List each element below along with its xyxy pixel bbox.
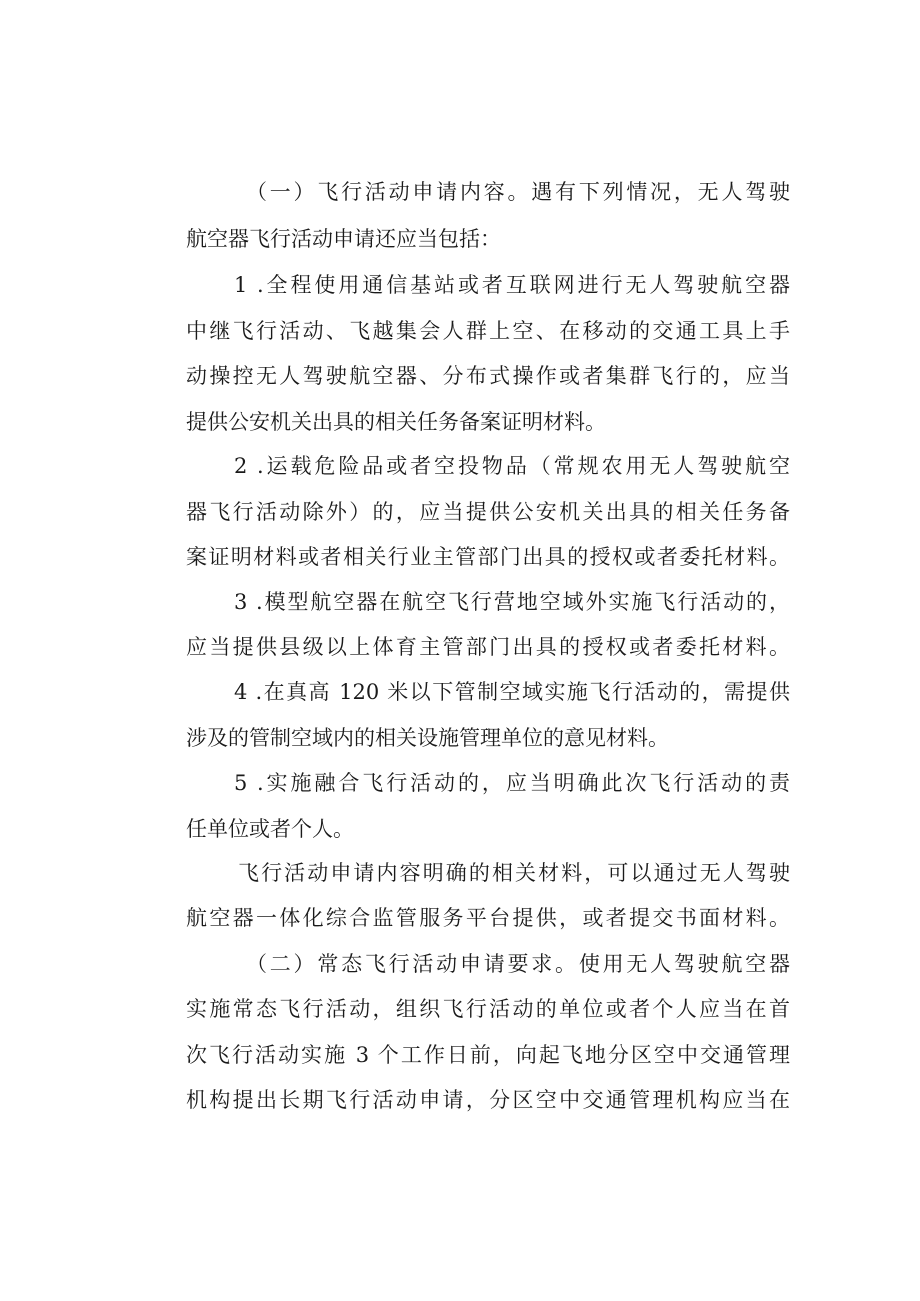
paragraph-line: 任单位或者个人。 — [186, 817, 354, 841]
paragraph-line: 航空器飞行活动申请还应当包括： — [186, 227, 501, 251]
list-item-1-line: 1 .全程使用通信基站或者互联网进行无人驾驶航空器 — [234, 273, 790, 297]
list-item-2-line: 2 .运载危险品或者空投物品（常规农用无人驾驶航空 — [234, 454, 790, 478]
paragraph-line: 案证明材料或者相关行业主管部门出具的授权或者委托材料。 — [186, 545, 790, 569]
paragraph-line: 次飞行活动实施 3 个工作日前，向起飞地分区空中交通管理 — [186, 1043, 790, 1067]
paragraph-line: 应当提供县级以上体育主管部门出具的授权或者委托材料。 — [186, 635, 790, 659]
paragraph-line: 提供公安机关出具的相关任务备案证明材料。 — [186, 410, 606, 434]
paragraph-line: 中继飞行活动、飞越集会人群上空、在移动的交通工具上手 — [186, 319, 790, 343]
paragraph-line: 动操控无人驾驶航空器、分布式操作或者集群飞行的，应当 — [186, 364, 790, 388]
paragraph-line: 实施常态飞行活动，组织飞行活动的单位或者个人应当在首 — [186, 997, 790, 1021]
paragraph-line: 机构提出长期飞行活动申请，分区空中交通管理机构应当在 — [186, 1088, 790, 1112]
paragraph-line: 器飞行活动除外）的，应当提供公安机关出具的相关任务备 — [186, 500, 790, 524]
paragraph-line: 涉及的管制空域内的相关设施管理单位的意见材料。 — [186, 726, 669, 750]
list-item-3-line: 3 .模型航空器在航空飞行营地空域外实施飞行活动的， — [234, 590, 790, 614]
list-item-5-line: 5 .实施融合飞行活动的，应当明确此次飞行活动的责 — [234, 771, 790, 795]
section-two-heading-line: （二）常态飞行活动申请要求。使用无人驾驶航空器 — [246, 952, 790, 976]
list-item-4-line: 4 .在真高 120 米以下管制空域实施飞行活动的，需提供 — [234, 680, 790, 704]
paragraph-line: 航空器一体化综合监管服务平台提供，或者提交书面材料。 — [186, 906, 790, 930]
closing-paragraph-line: 飞行活动申请内容明确的相关材料，可以通过无人驾驶 — [238, 861, 790, 885]
section-one-heading-line: （一）飞行活动申请内容。遇有下列情况，无人驾驶 — [246, 180, 790, 204]
